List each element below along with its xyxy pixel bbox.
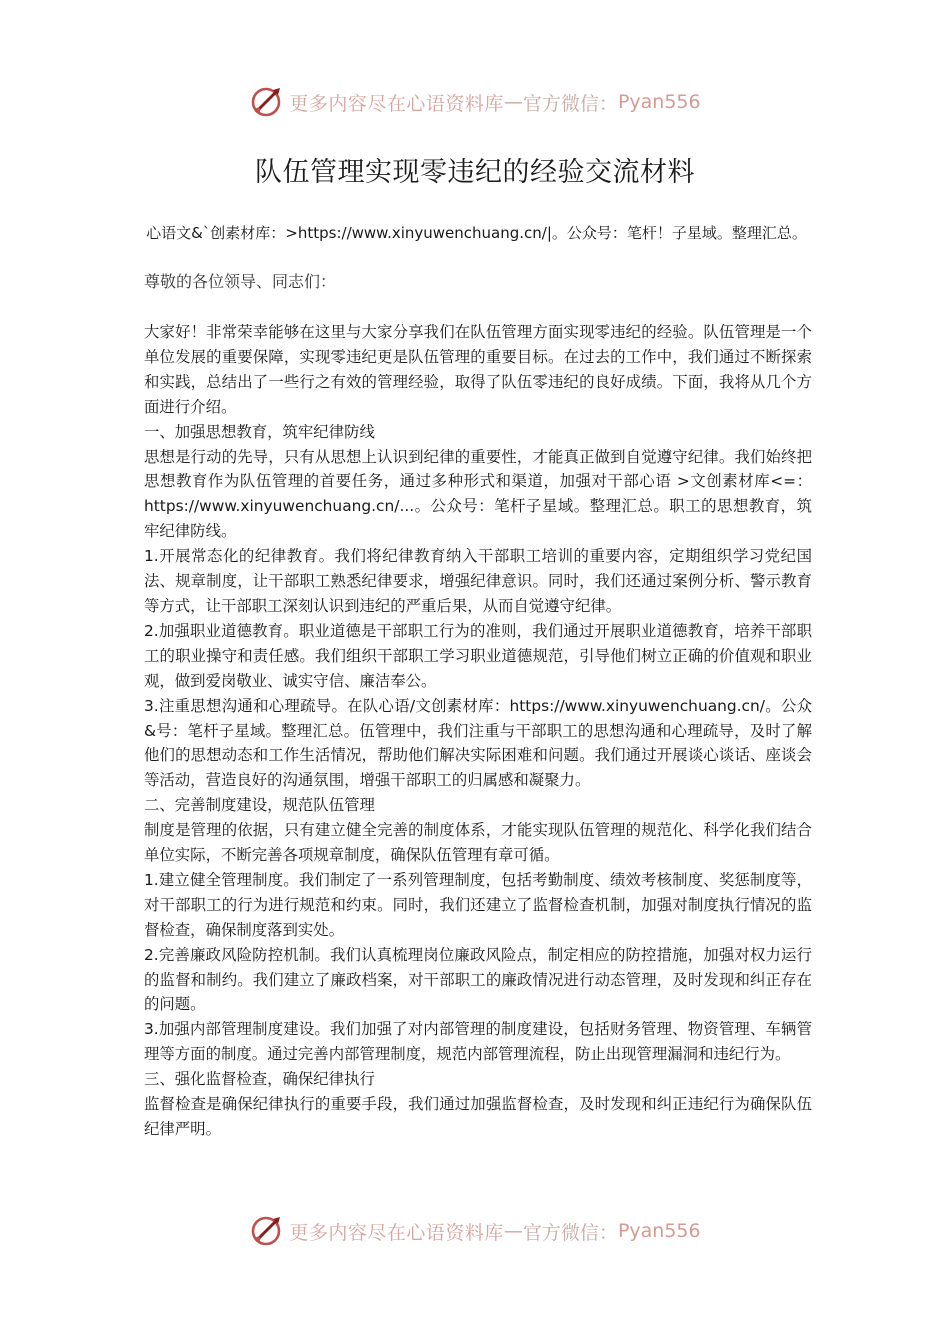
document-body	[144, 320, 812, 1142]
banner-wechat-label: 官方微信：	[522, 92, 618, 115]
paragraph: 1.建立健全管理制度。我们制定了一系列管理制度，包括考勤制度、绩效考核制度、奖惩制度等，对干部职工的行为进行规范和约束。同时，我们还建立了监督检查机制，加强对制度执行情况的监督检查，确保制度落到实处。	[144, 870, 812, 939]
source-line: 心语文&`创素材库：>https://www.xinyuwenchuang.cn/|。公众号：笔杆！子星域。整理汇总。	[146, 224, 807, 242]
paragraph: 监督检查是确保纪律执行的重要手段，我们通过加强监督检查，及时发现和纠正违纪行为确保队伍纪律严明。	[144, 1095, 812, 1138]
brush-pen-logo-icon	[249, 84, 285, 120]
paragraph: 2.加强职业道德教育。职业道德是干部职工行为的准则，我们通过开展职业道德教育，培养干部职工的职业操守和责任感。我们组织干部职工学习职业道德规范，引导他们树立正确的价值观和职业观，做到爱岗敬业、诚实守信、廉洁奉公。	[144, 621, 812, 690]
banner-wechat-label: 官方微信：	[522, 1221, 618, 1244]
header-banner	[0, 80, 950, 124]
section-heading-3: 三、强化监督检查，确保纪律执行	[144, 1070, 375, 1089]
brush-pen-logo-icon	[249, 1213, 285, 1249]
greeting: 尊敬的各位领导、同志们：	[144, 272, 337, 291]
footer-banner	[0, 1209, 950, 1253]
section-heading-1: 一、加强思想教育，筑牢纪律防线	[144, 422, 375, 441]
banner-wechat-id: Pyan556	[617, 1220, 701, 1242]
paragraph-intro: 大家好！非常荣幸能够在这里与大家分享我们在队伍管理方面实现零违纪的经验。队伍管理是一个单位发展的重要保障，实现零违纪更是队伍管理的重要目标。在过去的工作中，我们通过不断探索和实践，总结出了一些行之有效的管理经验，取得了队伍零违纪的良好成绩。下面，我将从几个方面进行介绍。	[144, 323, 812, 416]
banner-separator: —	[503, 1220, 523, 1242]
paragraph: 思想是行动的先导，只有从思想上认识到纪律的重要性，才能真正做到自觉遵守纪律。我们始终把思想教育作为队伍管理的首要任务，通过多种形式和渠道，加强对干部心语 >文创素材库<=：https://www.xinyuwenchuang.cn/...。公众号：笔杆子星域。整理汇总。职工的思想教育，筑牢纪律防线。	[144, 447, 812, 541]
banner-separator: —	[503, 91, 523, 113]
banner-text: 更多内容尽在心语资料库	[289, 92, 504, 115]
paragraph: 2.完善廉政风险防控机制。我们认真梳理岗位廉政风险点，制定相应的防控措施，加强对权力运行的监督和制约。我们建立了廉政档案，对干部职工的廉政情况进行动态管理，及时发现和纠正存在的问题。	[144, 945, 812, 1014]
paragraph: 1.开展常态化的纪律教育。我们将纪律教育纳入干部职工培训的重要内容，定期组织学习党纪国法、规章制度，让干部职工熟悉纪律要求，增强纪律意识。同时，我们还通过案例分析、警示教育等方式，让干部职工深刻认识到违纪的严重后果，从而自觉遵守纪律。	[144, 547, 812, 615]
section-heading-2: 二、完善制度建设，规范队伍管理	[144, 796, 375, 815]
document-title: 队伍管理实现零违纪的经验交流材料	[255, 157, 695, 188]
paragraph: 制度是管理的依据，只有建立健全完善的制度体系，才能实现队伍管理的规范化、科学化我们结合单位实际，不断完善各项规章制度，确保队伍管理有章可循。	[144, 821, 812, 865]
banner-text: 更多内容尽在心语资料库	[289, 1221, 504, 1244]
paragraph: 3.加强内部管理制度建设。我们加强了对内部管理的制度建设，包括财务管理、物资管理、车辆管理等方面的制度。通过完善内部管理制度，规范内部管理流程，防止出现管理漏洞和违纪行为。	[144, 1020, 812, 1064]
banner-wechat-id: Pyan556	[617, 91, 701, 113]
paragraph: 3.注重思想沟通和心理疏导。在队心语/文创素材库：https://www.xinyuwenchuang.cn/。公众&号：笔杆子星域。整理汇总。伍管理中，我们注重与干部职工的思想沟通和心理疏导，及时了解他们的思想动态和工作生活情况，帮助他们解决实际困难和问题。我们通过开展谈心谈话、座谈会等活动，营造良好的沟通氛围，增强干部职工的归属感和凝聚力。	[144, 696, 812, 790]
